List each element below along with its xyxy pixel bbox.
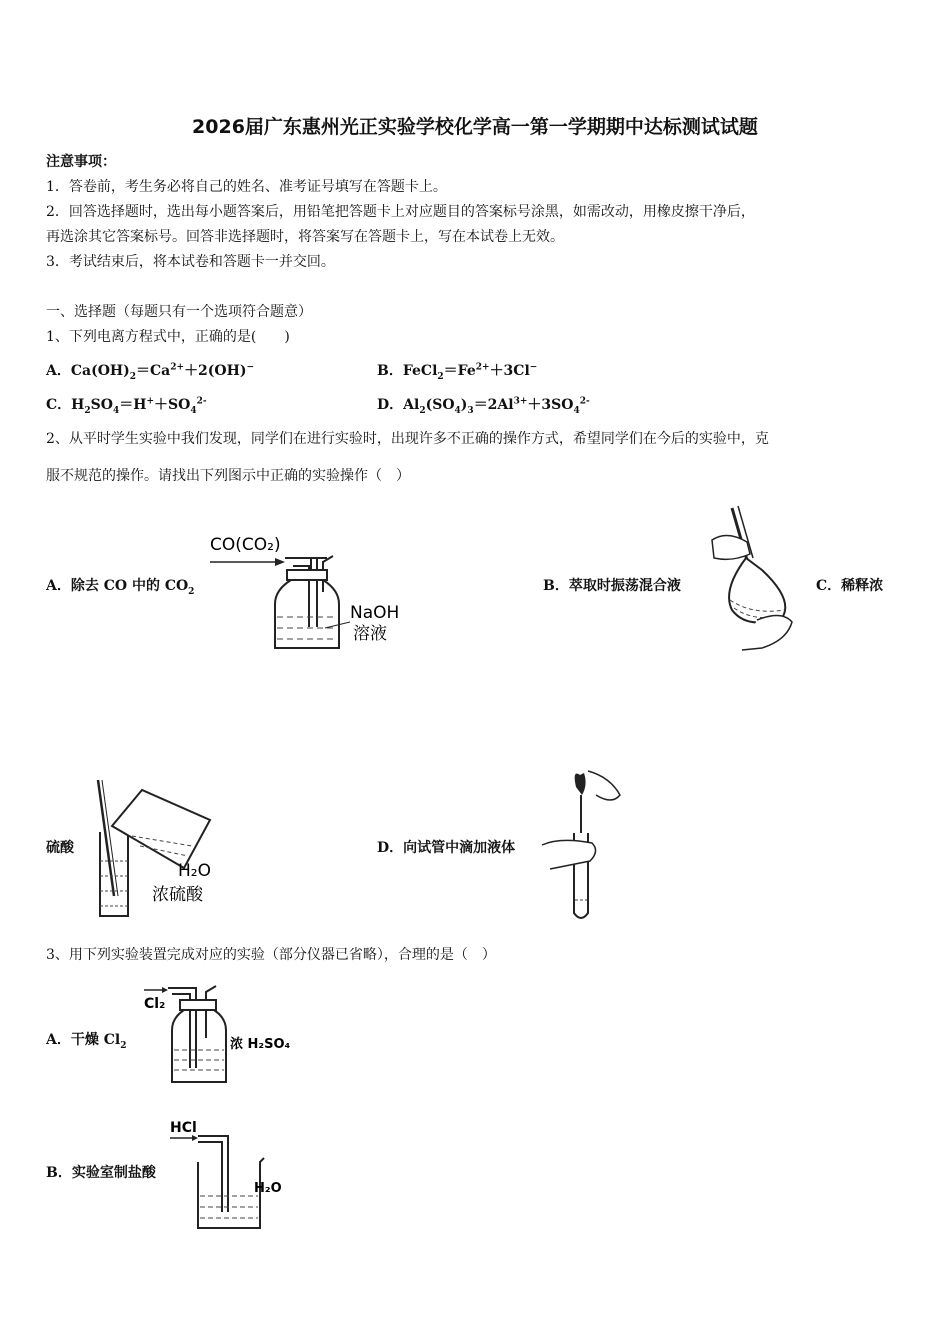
section-heading: 一、选择题（每题只有一个选项符合题意） bbox=[46, 304, 312, 320]
question-2-stem-line2: 服不规范的操作。请找出下列图示中正确的实验操作（ ） bbox=[46, 468, 410, 484]
figure-gas-label: Cl₂ bbox=[144, 996, 166, 1012]
question-1-stem: 1、下列电离方程式中，正确的是( ) bbox=[46, 329, 290, 345]
notice-item-3: 3．考试结束后，将本试卷和答题卡一并交回。 bbox=[46, 254, 335, 270]
question-3-stem: 3、用下列实验装置完成对应的实验（部分仪器已省略），合理的是（ ） bbox=[46, 947, 496, 963]
notice-heading: 注意事项： bbox=[46, 154, 116, 170]
q2-option-b[interactable]: B．萃取时振荡混合液 bbox=[543, 578, 681, 594]
figure-gas-label: HCl bbox=[170, 1120, 197, 1136]
q2-option-c-cont: 硫酸 bbox=[46, 840, 74, 856]
graduated-cylinder bbox=[100, 832, 128, 916]
q2-option-a[interactable]: A．除去 CO 中的 $CO_2$ bbox=[46, 578, 195, 597]
page-title: 2026届广东惠州光正实验学校化学高一第一学期期中达标测试试题 bbox=[192, 116, 758, 138]
stopper bbox=[180, 1000, 216, 1010]
question-2-stem-line1: 2、从平时学生实验中我们发现，同学们在进行实验时，出现许多不正确的操作方式，希望同学们在今后的实验中，克 bbox=[46, 431, 769, 447]
delivery-tube bbox=[198, 1136, 228, 1212]
dilution-figure bbox=[92, 776, 237, 921]
figure-water-label: H₂O bbox=[178, 861, 211, 881]
gas-washing-bottle-figure bbox=[205, 532, 425, 657]
beaker-pouring bbox=[112, 790, 210, 868]
stopper bbox=[287, 570, 327, 580]
figure-reagent-label: 浓 H₂SO₄ bbox=[230, 1037, 291, 1052]
q1-option-c[interactable]: C．$H_2SO_4=H^++SO_4^{2-}$ bbox=[46, 396, 207, 416]
dropper-figure bbox=[540, 765, 640, 925]
q3-option-a[interactable]: A．干燥 $Cl_2$ bbox=[46, 1032, 127, 1051]
q2-option-d[interactable]: D．向试管中滴加液体 bbox=[377, 840, 516, 856]
figure-acid-label: 浓硫酸 bbox=[152, 885, 203, 905]
q1-option-b[interactable]: B．$FeCl_2=Fe^{2+}+3Cl^-$ bbox=[377, 362, 538, 382]
q1-option-d[interactable]: D．$Al_2(SO_4)_3=2Al^{3+}+3SO_4^{2-}$ bbox=[377, 396, 590, 416]
figure-gas-label: CO(CO₂) bbox=[210, 535, 281, 555]
outlet-tube bbox=[206, 986, 216, 1038]
absorb-hcl-figure bbox=[168, 1112, 298, 1232]
funnel-body bbox=[729, 558, 785, 623]
drying-bottle-figure bbox=[140, 978, 300, 1088]
separatory-funnel-figure bbox=[702, 500, 802, 655]
figure-solution-label-2: 溶液 bbox=[353, 624, 387, 644]
dropper-bulb bbox=[575, 773, 586, 795]
figure-water-label: H₂O bbox=[254, 1181, 282, 1196]
notice-item-2: 2．回答选择题时，选出每小题答案后，用铅笔把答题卡上对应题目的答案标号涂黑，如需改动，用橡皮擦干净后， bbox=[46, 204, 755, 220]
notice-item-2-cont: 再选涂其它答案标号。回答非选择题时，将答案写在答题卡上，写在本试卷上无效。 bbox=[46, 229, 564, 245]
q2-option-c[interactable]: C．稀释浓 bbox=[816, 578, 884, 594]
hand-top-icon bbox=[588, 771, 620, 800]
q3-option-b[interactable]: B．实验室制盐酸 bbox=[46, 1165, 156, 1181]
bottle bbox=[275, 580, 339, 648]
notice-item-1: 1．答卷前，考生务必将自己的姓名、准考证号填写在答题卡上。 bbox=[46, 179, 447, 195]
arrow-head bbox=[275, 558, 285, 566]
q1-option-a[interactable]: A．$Ca(OH)_2=Ca^{2+}+2(OH)^-$ bbox=[46, 362, 255, 382]
hand-top-icon bbox=[712, 535, 750, 559]
figure-solution-label-1: NaOH bbox=[350, 603, 400, 623]
bottle bbox=[172, 1010, 226, 1082]
